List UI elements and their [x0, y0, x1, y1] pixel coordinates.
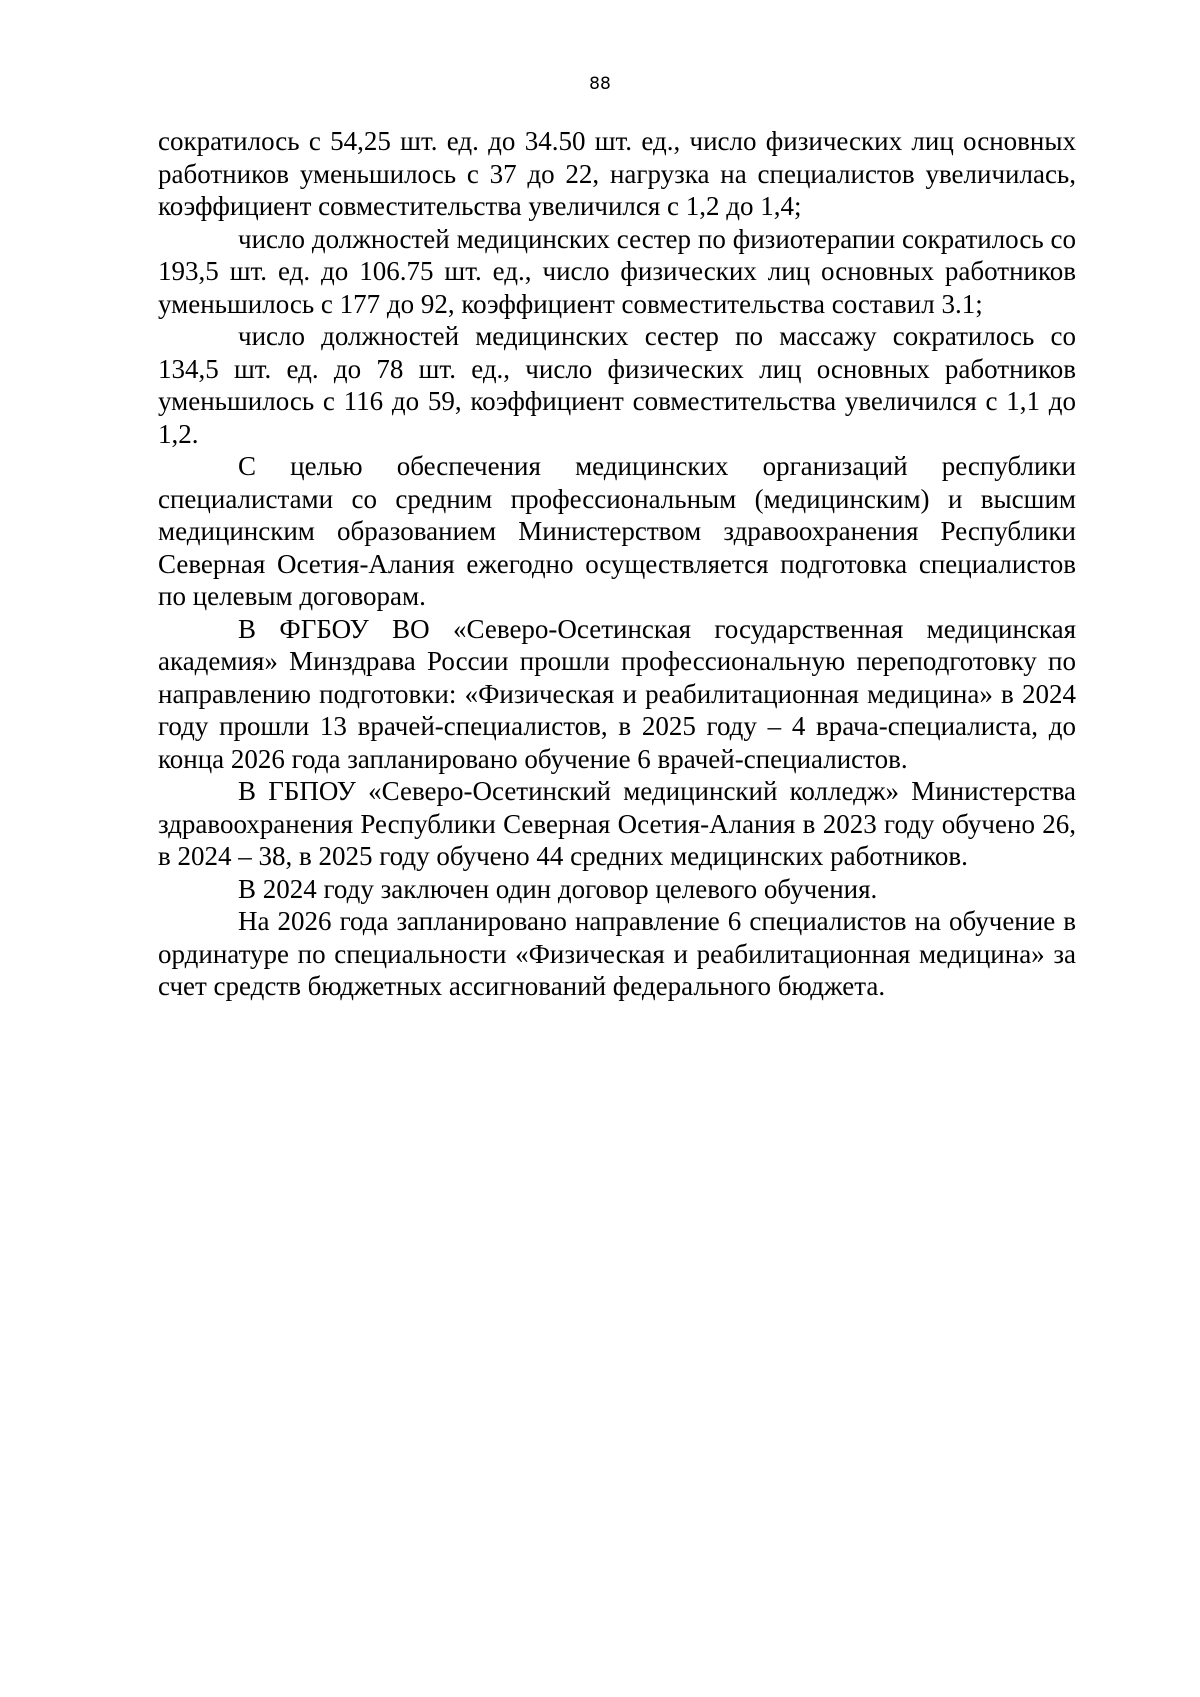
paragraph-continuation: сократилось с 54,25 шт. ед. до 34.50 шт. ед., число физических лиц основных работников уменьшилось с 37 до 22, нагрузка на специалистов увеличилась, коэффициент совместительства увеличился с 1,2 до 1,4; — [158, 126, 1076, 221]
paragraph-contract: В 2024 году заключен один договор целевого обучения. — [238, 873, 878, 904]
page-number: 88 — [589, 74, 611, 94]
paragraph-physiotherapy-nurses: число должностей медицинских сестер по физиотерапии сократилось со 193,5 шт. ед. до 106.75 шт. ед., число физических лиц основных работников уменьшилось с 177 до 92, коэффициент совместительства составил 3.1; — [158, 223, 1076, 319]
paragraph-college-training: В ГБПОУ «Северо-Осетинский медицинский колледж» Министерства здравоохранения Республики Северная Осетия-Алания в 2023 году обучено 26, в 2024 – 38, в 2025 году обучено 44 средних медицинских работников. — [158, 776, 1076, 871]
paragraph-residency-plan: На 2026 года запланировано направление 6 специалистов на обучение в ординатуре по специальности «Физическая и реабилитационная медицина» за счет средств бюджетных ассигнований федерального бюджета. — [158, 906, 1076, 1001]
paragraph-academy-retraining: В ФГБОУ ВО «Северо-Осетинская государственная медицинская академия» Минздрава России прошли профессиональную переподготовку по направлению подготовки: «Физическая и реабилитационная медицина» в 2024 году прошли 13 врачей-специалистов, в 2025 году – 4 врача-специалиста, до конца 2026 года запланировано обучение 6 врачей-специалистов. — [158, 613, 1076, 774]
paragraph-massage-nurses: число должностей медицинских сестер по массажу сократилось со 134,5 шт. ед. до 78 шт. ед., число физических лиц основных работников уменьшилось с 116 до 59, коэффициент совместительства увеличился с 1,1 до 1,2. — [158, 321, 1076, 449]
paragraph-targeted-training: С целью обеспечения медицинских организаций республики специалистами со средним профессиональным (медицинским) и высшим медицинским образованием Министерством здравоохранения Республики Северная Осетия-Алания ежегодно осуществляется подготовка специалистов по целевым договорам. — [158, 451, 1076, 611]
document-body — [158, 125, 1076, 1003]
